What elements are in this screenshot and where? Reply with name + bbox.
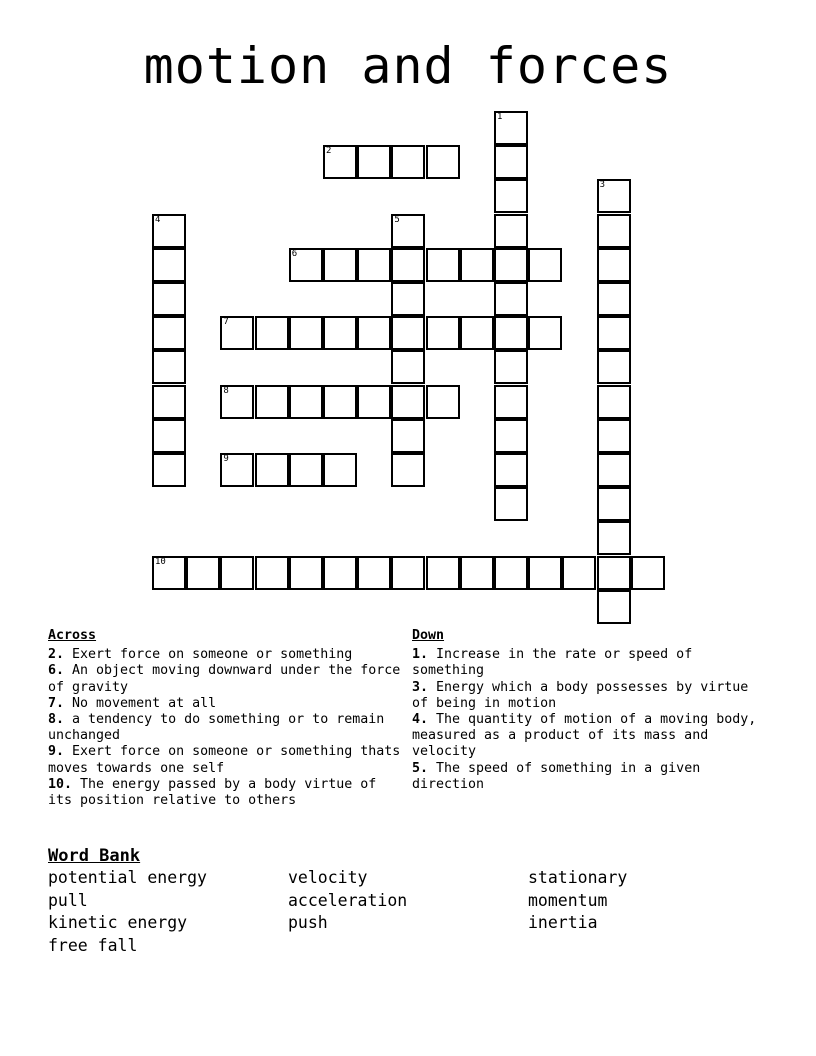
grid-cell[interactable] <box>494 248 528 282</box>
clue-number-label: 8. <box>48 712 65 728</box>
grid-cell[interactable] <box>597 179 631 213</box>
clue-number-label: 2. <box>48 647 65 663</box>
grid-cell[interactable] <box>323 556 357 590</box>
grid-cell[interactable] <box>597 453 631 487</box>
clue-number-label: 7. <box>48 695 65 711</box>
grid-cell[interactable] <box>357 316 391 350</box>
grid-cell[interactable] <box>323 316 357 350</box>
down-heading: Down <box>412 628 445 643</box>
word-bank-item: push <box>288 913 328 933</box>
grid-cell[interactable] <box>597 419 631 453</box>
grid-cell[interactable] <box>528 316 562 350</box>
clue-number: 9 <box>223 454 229 464</box>
clue-number: 7 <box>223 317 229 328</box>
grid-cell[interactable] <box>220 385 254 419</box>
clue-number-label: 1. <box>412 647 429 663</box>
grid-cell[interactable] <box>528 556 562 590</box>
word-bank-item: stationary <box>528 868 628 887</box>
grid-cell[interactable] <box>152 214 186 248</box>
grid-cell[interactable] <box>323 248 357 282</box>
grid-cell[interactable] <box>152 453 186 487</box>
grid-cell[interactable] <box>391 282 425 316</box>
grid-cell[interactable] <box>494 145 528 179</box>
across-clue <box>48 712 408 744</box>
clue-number-label: 3. <box>412 679 429 695</box>
grid-cell[interactable] <box>391 385 425 419</box>
grid-cell[interactable] <box>357 145 391 179</box>
clue-text: An object moving downward under the force of gravity <box>48 663 401 695</box>
word-bank-item: pull <box>48 890 88 910</box>
across-clue <box>48 696 408 712</box>
grid-cell[interactable] <box>152 316 186 350</box>
puzzle-title: motion and forces <box>143 37 673 95</box>
grid-cell[interactable] <box>152 385 186 419</box>
grid-cell[interactable] <box>494 316 528 350</box>
clue-number: 5 <box>394 214 400 225</box>
grid-cell[interactable] <box>391 214 425 248</box>
grid-cell[interactable] <box>255 556 289 590</box>
across-clue <box>48 663 408 695</box>
word-bank-item: free fall <box>48 935 138 955</box>
grid-cell[interactable] <box>494 214 528 248</box>
grid-cell[interactable] <box>597 316 631 350</box>
clue-number: 2 <box>326 146 332 157</box>
grid-cell[interactable] <box>426 248 460 282</box>
grid-cell[interactable] <box>357 248 391 282</box>
clue-number-label: 6. <box>48 663 65 679</box>
grid-cell[interactable] <box>528 248 562 282</box>
down-clue <box>412 761 772 793</box>
grid-cell[interactable] <box>357 385 391 419</box>
clue-text: The speed of something in a given direction <box>412 760 701 792</box>
grid-cell[interactable] <box>494 179 528 213</box>
grid-cell[interactable] <box>460 248 494 282</box>
grid-cell[interactable] <box>152 556 186 590</box>
clue-number-label: 10. <box>48 776 73 792</box>
word-bank-item: potential energy <box>48 868 207 887</box>
grid-cell[interactable] <box>562 556 596 590</box>
grid-cell[interactable] <box>220 556 254 590</box>
grid-cell[interactable] <box>391 350 425 384</box>
grid-cell[interactable] <box>597 487 631 521</box>
grid-cell[interactable] <box>494 487 528 521</box>
grid-cell[interactable] <box>426 556 460 590</box>
clue-text: Exert force on someone or something <box>64 647 353 663</box>
grid-cell[interactable] <box>494 385 528 419</box>
grid-cell[interactable] <box>494 556 528 590</box>
grid-cell[interactable] <box>494 419 528 453</box>
grid-cell[interactable] <box>426 385 460 419</box>
grid-cell[interactable] <box>597 282 631 316</box>
grid-cell[interactable] <box>186 556 220 590</box>
word-bank-item: acceleration <box>288 890 408 910</box>
grid-cell[interactable] <box>597 590 631 624</box>
clue-number: 8 <box>223 385 229 396</box>
word-bank-heading: Word Bank <box>48 846 141 866</box>
grid-cell[interactable] <box>597 521 631 555</box>
clue-text: a tendency to do something or to remain unchanged <box>48 712 385 744</box>
grid-cell[interactable] <box>255 316 289 350</box>
word-bank-item: kinetic energy <box>48 913 188 933</box>
across-clue <box>48 744 408 776</box>
grid-cell[interactable] <box>597 385 631 419</box>
word-bank-item: momentum <box>528 890 608 910</box>
down-clues <box>412 628 772 793</box>
across-clue <box>48 777 408 809</box>
clue-number-label: 5. <box>412 760 429 776</box>
across-heading: Across <box>48 628 97 643</box>
grid-cell[interactable] <box>391 316 425 350</box>
clue-text: Energy which a body possesses by virtue of being in motion <box>412 679 749 711</box>
grid-cell[interactable] <box>494 350 528 384</box>
grid-cell[interactable] <box>460 316 494 350</box>
grid-cell[interactable] <box>289 316 323 350</box>
grid-cell[interactable] <box>357 556 391 590</box>
grid-cell[interactable] <box>597 248 631 282</box>
word-bank <box>48 845 768 957</box>
clue-number-label: 9. <box>48 744 65 760</box>
grid-cell[interactable] <box>323 385 357 419</box>
clue-text: Increase in the rate or speed of something <box>412 647 693 679</box>
grid-cell[interactable] <box>391 419 425 453</box>
grid-cell[interactable] <box>152 350 186 384</box>
grid-cell[interactable] <box>426 316 460 350</box>
clue-number: 10 <box>155 556 166 567</box>
grid-cell[interactable] <box>426 145 460 179</box>
word-bank-item: velocity <box>288 868 368 887</box>
grid-cell[interactable] <box>597 214 631 248</box>
grid-cell[interactable] <box>391 145 425 179</box>
grid-cell[interactable] <box>494 111 528 145</box>
grid-cell[interactable] <box>152 419 186 453</box>
grid-cell[interactable] <box>152 282 186 316</box>
down-clue <box>412 647 772 679</box>
clue-text: The quantity of motion of a moving body, measured as a product of its mass and velocity <box>412 712 757 760</box>
grid-cell[interactable] <box>289 385 323 419</box>
grid-cell[interactable] <box>289 453 323 487</box>
clue-text: No movement at all <box>64 695 217 711</box>
grid-cell[interactable] <box>460 556 494 590</box>
across-clues <box>48 628 408 809</box>
across-clue <box>48 647 408 663</box>
word-bank-item: inertia <box>528 913 598 933</box>
clue-text: The energy passed by a body virtue of its position relative to others <box>48 776 377 809</box>
clue-number: 4 <box>155 214 161 225</box>
grid-cell[interactable] <box>631 556 665 590</box>
clue-number-label: 4. <box>412 712 429 728</box>
grid-cell[interactable] <box>289 248 323 282</box>
grid-cell[interactable] <box>391 556 425 590</box>
grid-cell[interactable] <box>220 316 254 350</box>
down-clue <box>412 680 772 712</box>
grid-cell[interactable] <box>597 350 631 384</box>
grid-cell[interactable] <box>391 453 425 487</box>
clue-number: 1 <box>497 112 503 122</box>
across-clue-list <box>48 647 408 809</box>
grid-cell[interactable] <box>391 248 425 282</box>
grid-cell[interactable] <box>494 453 528 487</box>
grid-cell[interactable] <box>289 556 323 590</box>
clue-number: 3 <box>599 180 606 191</box>
grid-cell[interactable] <box>255 453 289 487</box>
word-bank-list <box>48 867 768 957</box>
grid-cell[interactable] <box>152 248 186 282</box>
clue-number: 6 <box>291 248 298 259</box>
grid-cell[interactable] <box>220 453 254 487</box>
down-clue-list <box>412 647 772 793</box>
clue-text: Exert force on someone or something thats moves towards one self <box>48 744 401 776</box>
grid-cell[interactable] <box>323 145 357 179</box>
grid-cell[interactable] <box>323 453 357 487</box>
grid-cell[interactable] <box>494 282 528 316</box>
grid-cell[interactable] <box>597 556 631 590</box>
grid-cell[interactable] <box>255 385 289 419</box>
down-clue <box>412 712 772 761</box>
